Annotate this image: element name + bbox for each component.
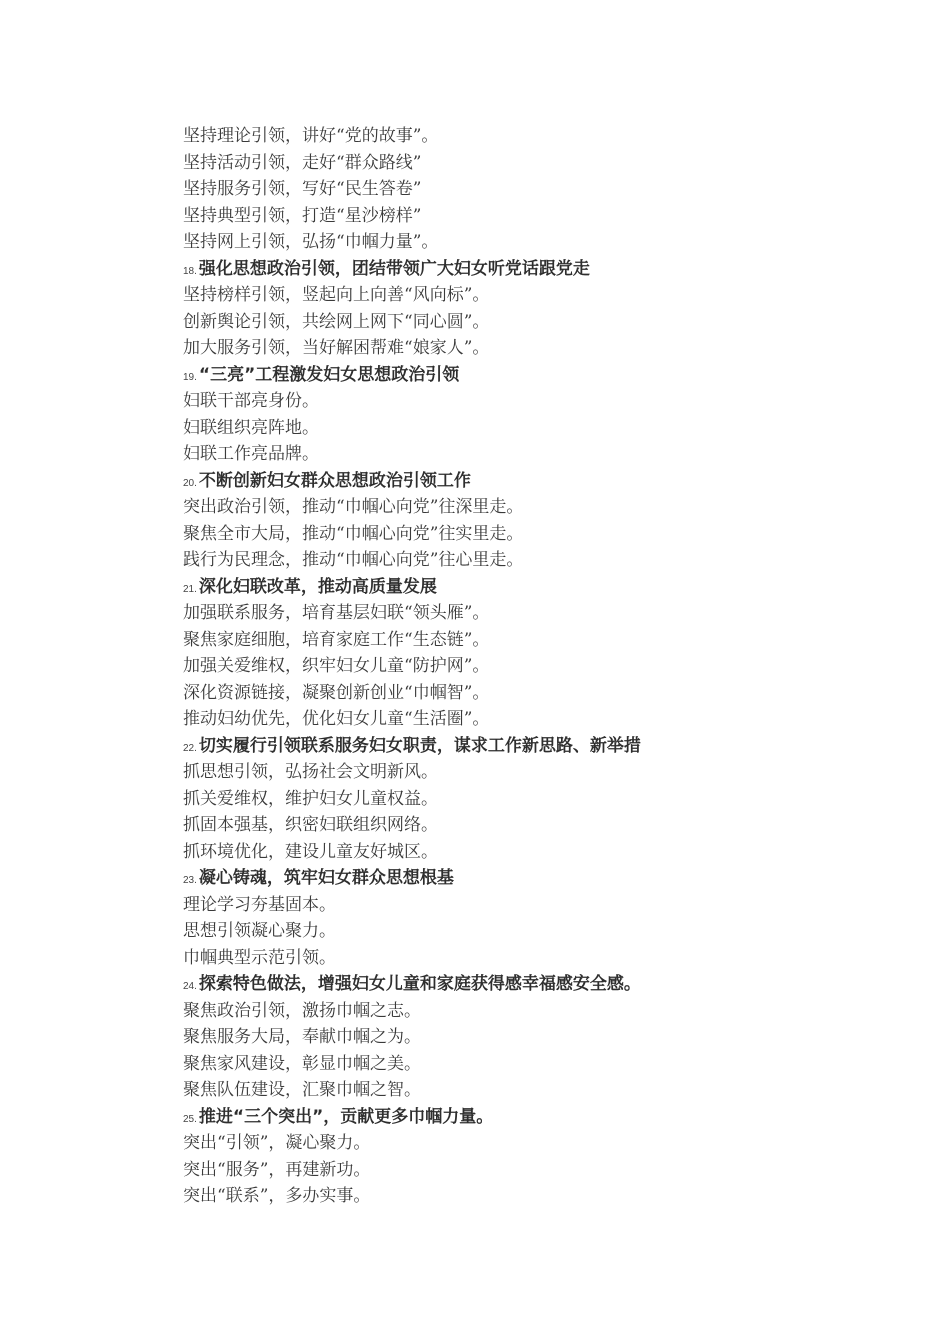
section-item: 妇联组织亮阵地。	[183, 417, 319, 438]
section	[183, 362, 883, 468]
sections-list	[183, 256, 883, 1210]
section-title: 凝心铸魂，筑牢妇女群众思想根基	[198, 868, 454, 888]
section-title: 不断创新妇女群众思想政治引领工作	[198, 470, 471, 491]
section	[183, 468, 883, 574]
section-item: 加强关爱维权，织牢妇女儿童“防护网”。	[183, 656, 490, 676]
intro-line: 坚持理论引领，讲好“党的故事”。	[183, 126, 439, 146]
section-heading	[183, 362, 883, 389]
section-item: 妇联工作亮品牌。	[183, 444, 319, 464]
section	[183, 733, 883, 866]
section-item: 聚焦服务大局，奉献巾帼之为。	[183, 1027, 421, 1047]
section	[183, 1104, 883, 1210]
section	[183, 574, 883, 733]
section-title: 切实履行引领联系服务妇女职责，谋求工作新思路、新举措	[198, 735, 641, 756]
section-title: 推进“三个突出”，贡献更多巾帼力量。	[198, 1106, 494, 1127]
intro-line: 坚持网上引领，弘扬“巾帼力量”。	[183, 232, 439, 252]
section-number: 23.	[183, 875, 197, 886]
document-body	[183, 123, 883, 1210]
section-item: 聚焦政治引领，激扬巾帼之志。	[183, 1000, 421, 1021]
section-title: 深化妇联改革，推动高质量发展	[198, 576, 437, 597]
section-item: 思想引领凝心聚力。	[183, 921, 336, 941]
intro-line: 坚持典型引领，打造“星沙榜样”	[183, 205, 422, 226]
section-number: 19.	[183, 371, 197, 383]
section-item: 加大服务引领，当好解困帮难“娘家人”。	[183, 338, 490, 358]
section-number: 25.	[183, 1113, 197, 1125]
section-heading	[183, 971, 883, 998]
section-item: 突出“联系”，多办实事。	[183, 1186, 371, 1206]
section-item: 聚焦家庭细胞，培育家庭工作“生态链”。	[183, 629, 490, 650]
section-number: 20.	[183, 477, 197, 489]
section-heading	[183, 1104, 883, 1131]
section-heading	[183, 733, 883, 760]
section-item: 践行为民理念，推动“巾帼心向党”往心里走。	[183, 550, 524, 570]
section-number: 21.	[183, 583, 197, 595]
section-heading	[183, 256, 883, 283]
section-heading	[183, 574, 883, 601]
section-item: 聚焦家风建设，彰显巾帼之美。	[183, 1053, 421, 1074]
section-heading	[183, 865, 883, 892]
section-item: 深化资源链接，凝聚创新创业“巾帼智”。	[183, 682, 490, 703]
section-item: 抓思想引领，弘扬社会文明新风。	[183, 762, 438, 782]
section-item: 创新舆论引领，共绘网上网下“同心圆”。	[183, 311, 490, 332]
section-item: 突出“服务”，再建新功。	[183, 1159, 371, 1180]
section-item: 加强联系服务，培育基层妇联“领头雁”。	[183, 603, 490, 623]
section-item: 理论学习夯基固本。	[183, 894, 336, 915]
section-item: 聚焦全市大局，推动“巾帼心向党”往实里走。	[183, 523, 524, 544]
intro-line: 坚持服务引领，写好“民生答卷”	[183, 179, 422, 199]
section-number: 18.	[183, 265, 197, 277]
section-number: 24.	[183, 981, 197, 992]
section	[183, 256, 883, 362]
section-item: 突出“引领”，凝心聚力。	[183, 1133, 371, 1153]
section-item: 抓环境优化，建设儿童友好城区。	[183, 841, 438, 862]
section-number: 22.	[183, 742, 197, 754]
intro-block	[183, 123, 883, 256]
intro-line: 坚持活动引领，走好“群众路线”	[183, 152, 422, 173]
section-item: 推动妇幼优先，优化妇女儿童“生活圈”。	[183, 709, 490, 729]
section-item: 抓关爱维权，维护妇女儿童权益。	[183, 788, 438, 809]
section-item: 抓固本强基，织密妇联组织网络。	[183, 815, 438, 835]
section-item: 巾帼典型示范引领。	[183, 947, 336, 968]
section-item: 妇联干部亮身份。	[183, 391, 319, 411]
section-heading	[183, 468, 883, 495]
section-item: 突出政治引领，推动“巾帼心向党”往深里走。	[183, 497, 524, 517]
section-title: 强化思想政治引领，团结带领广大妇女听党话跟党走	[198, 258, 590, 279]
section	[183, 865, 883, 971]
section-title: “三亮”工程激发妇女思想政治引领	[198, 364, 460, 385]
section-title: 探索特色做法，增强妇女儿童和家庭获得感幸福感安全感。	[198, 974, 641, 994]
section-item: 聚焦队伍建设，汇聚巾帼之智。	[183, 1080, 421, 1100]
section-item: 坚持榜样引领，竖起向上向善“风向标”。	[183, 285, 490, 305]
section	[183, 971, 883, 1104]
